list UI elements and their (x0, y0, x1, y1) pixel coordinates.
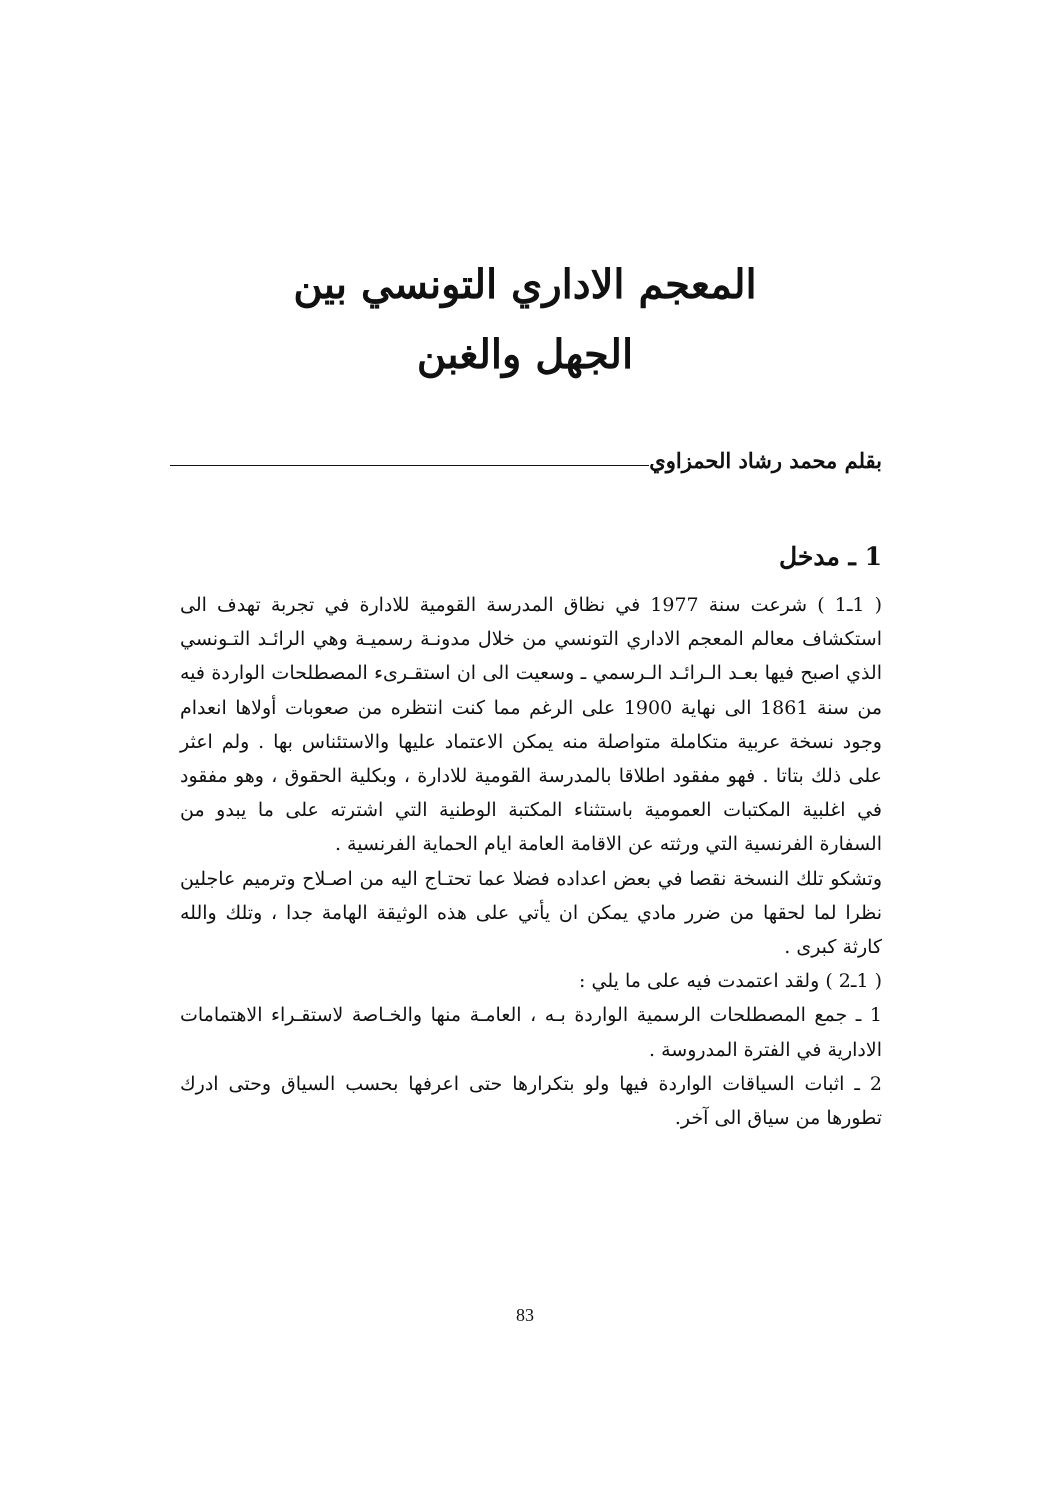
byline-rule (170, 465, 649, 466)
title-line-1: المعجم الاداري التونسي بين (293, 261, 757, 308)
paragraph-method-item-1: 1 ـ جمع المصطلحات الرسمية الواردة بـه ، العامـة منها والخـاصة لاستقـراء الاهتمامات الادارية في الفترة المدروسة . (180, 1004, 882, 1061)
author-name: بقلم محمد رشاد الحمزاوي (649, 447, 882, 473)
byline (170, 440, 882, 480)
title-line-2: الجهل والغبن (416, 331, 634, 378)
article-body (180, 588, 882, 1135)
section-heading: 1 ـ مدخل (778, 542, 882, 571)
paragraph-copy-condition: وتشكو تلك النسخة نقصا في بعض اعداده فضلا عما تحتـاج اليه من اصـلاح وترميم عاجلين نظرا لما لحقها من ضرر مادي يمكن ان يأتي على هذه الوثيقة الهامة جدا ، وتلك والله كارثة كبرى . (180, 867, 882, 959)
paragraph-method-lead: ( 1ـ2 ) ولقد اعتمدت فيه على ما يلي : (579, 970, 882, 993)
paragraph-intro: ( 1ـ1 ) شرعت سنة 1977 في نظاق المدرسة القومية للادارة في تجربة تهدف الى استكشاف معالم المعجم الاداري التونسي من خلال مدونـة رسميـة وهي الرائـد التـونسي الذي اصبح فيها بعـد الـرائـد الـرسمي ـ وسعيت الى ان استقـرىء المصطلحات الواردة فيه من سنة 1861 الى نهاية 1900 على الرغم مما كنت انتظره من صعوبات أولاها انعدام وجود نسخة عربية متكاملة متواصلة منه يمكن الاعتماد عليها والاستئناس بها . ولم اعثر على ذلك بتاتا . فهو مفقود اطلاقا بالمدرسة القومية للادارة ، وبكلية الحقوق ، وهو مفقود في اغلبية المكتبات العمومية باستثناء المكتبة الوطنية التي اشترته على ما يبدو من السفارة الفرنسية التي ورثته عن الاقامة العامة ايام الحماية الفرنسية . (180, 594, 883, 856)
paragraph-method-item-2: 2 ـ اثبات السياقات الواردة فيها ولو بتكرارها حتى اعرفها بحسب السياق وحتى ادرك تطورها من سياق الى آخر. (180, 1072, 882, 1130)
page-number: 83 (516, 1305, 534, 1325)
page-title (150, 250, 900, 390)
